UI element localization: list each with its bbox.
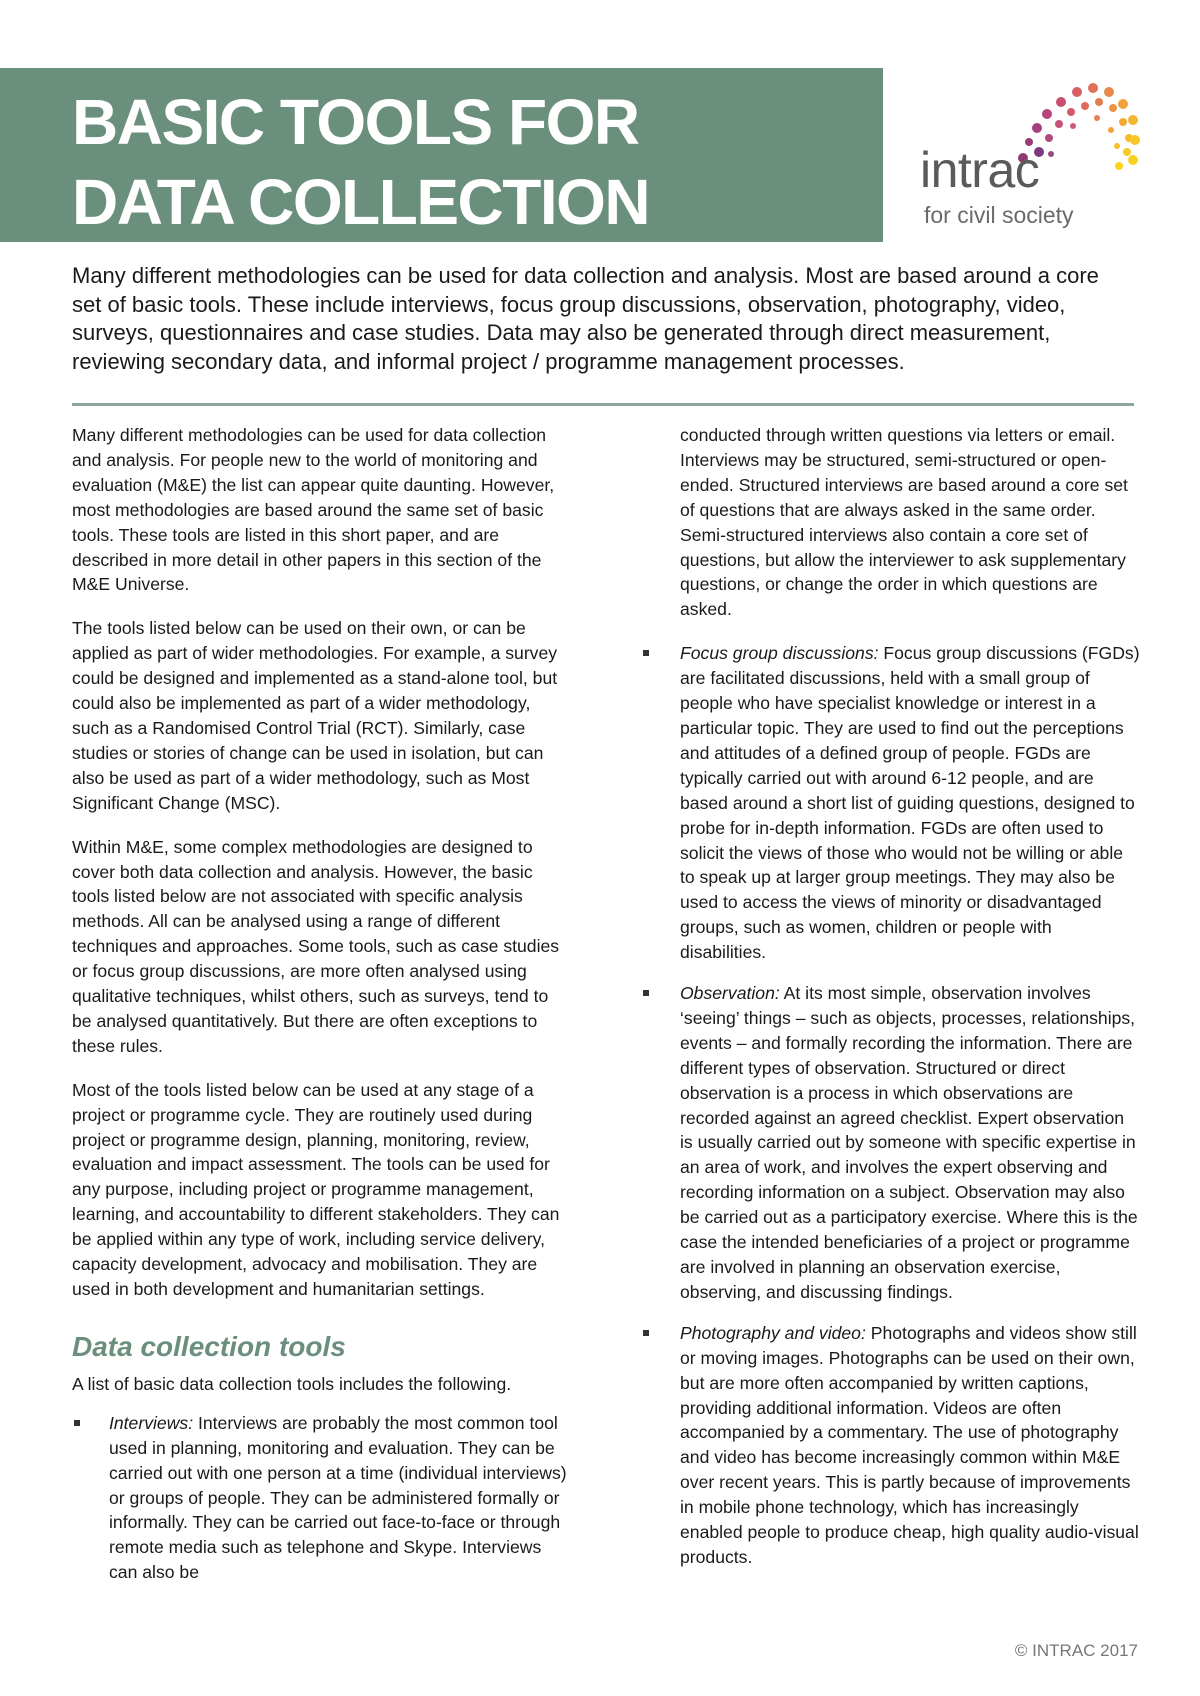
left-column [72, 423, 572, 1601]
logo-wordmark: intrac [920, 142, 1040, 198]
item-term: Interviews: [109, 1412, 194, 1433]
item-text: Focus group discussions (FGDs) are facilitated discussions, held with a small group of people who have specialist knowledge or interest in a particular topic. They are used to find out the perceptions and attitudes of a defined group of people. FGDs are typically carried out with around 6-12 people, and are based around a short list of guiding questions, designed to probe for in-depth information. FGDs are often used to solicit the views of those who would not be willing or able to speak up at larger group meetings. They may also be used to access the views of minority or disadvantaged groups, such as women, children or people with disabilities. [680, 643, 1140, 963]
tools-list [72, 1411, 572, 1585]
list-item-focus-groups [655, 641, 1140, 965]
body-paragraph: Many different methodologies can be used for data collection and analysis. For people new to the world of monitoring and evaluation (M&E) the list can appear quite daunting. However, most methodologies are based around the same set of basic tools. These tools are listed in this short paper, and are described in more detail in other papers in this section of the M&E Universe. [72, 425, 555, 595]
bullet-icon [643, 1330, 649, 1336]
item-text: Interviews are probably the most common tool used in planning, monitoring and evaluation. They can be carried out with one person at a time (individual interviews) or groups of people. They can be administered formally or informally. They can be carried out face-to-face or through remote media such as telephone and Skype. Interviews can also be [109, 1412, 567, 1583]
list-item-observation [655, 981, 1140, 1305]
copyright-footer: © INTRAC 2017 [1014, 1641, 1138, 1660]
section-divider [72, 403, 1134, 406]
section-heading: Data collection tools [72, 1330, 346, 1362]
list-item-photography-video [655, 1321, 1140, 1570]
page-title [72, 82, 649, 242]
interviews-continued: conducted through written questions via letters or email. Interviews may be structured, semi-structured or open-ended. Structured interviews are based around a core set of questions that are always asked in the same order. Semi-structured interviews also contain a core set of questions, but allow the interviewer to ask supplementary questions, or change the order in which questions are asked. [680, 425, 1128, 620]
body-paragraph: The tools listed below can be used on their own, or can be applied as part of wider methodologies. For example, a survey could be designed and implemented as a stand-alone tool, but could also be implemented as part of a wider methodology, such as a Randomised Control Trial (RCT). Similarly, case studies or stories of change can be used in isolation, but can also be used as part of a wider methodology, such as Most Significant Change (MSC). [72, 618, 558, 813]
intrac-logo [920, 80, 1140, 230]
bullet-icon [643, 650, 649, 656]
right-column [655, 423, 1140, 1586]
item-text: Photographs and videos show still or moving images. Photographs can be used on their own, but are more often accompanied by written captions, providing additional information. Videos are often accompanied by a commentary. The use of photography and video has become increasingly common within M&E over recent years. This is partly because of improvements in mobile phone technology, which has increasingly enabled people to produce cheap, high quality audio-visual products. [680, 1322, 1139, 1567]
intro-paragraph: Many different methodologies can be used for data collection and analysis. Most are based around a core set of basic tools. These include interviews, focus group discussions, observation, photography, video, surveys, questionnaires and case studies. Data may also be generated through direct measurement, reviewing secondary data, and informal project / programme management processes. [72, 263, 1099, 374]
item-term: Focus group discussions: [680, 643, 879, 664]
bullet-icon [74, 1420, 80, 1426]
bullet-icon [643, 990, 649, 996]
section-intro: A list of basic data collection tools includes the following. [72, 1373, 512, 1394]
tools-list-continued [655, 641, 1140, 1570]
list-item-interviews [72, 1411, 572, 1585]
item-term: Observation: [680, 983, 780, 1004]
logo-tagline: for civil society [924, 202, 1074, 228]
item-text: At its most simple, observation involves ‘seeing’ things – such as objects, processes, relationships, events – and formally recording the information. There are different types of observation. Structured or direct observation is a process in which observations are recorded against an agreed checklist. Expert observation is usually carried out by someone with specific expertise in an area of work, and involves the expert observing and recording information on a subject. Observation may also be carried out as a participatory exercise. Where this is the case the intended beneficiaries of a project or programme are involved in planning an observation exercise, observing, and discussing findings. [680, 983, 1138, 1302]
body-paragraph: Within M&E, some complex methodologies are designed to cover both data collection and analysis. However, the basic tools listed below are not associated with specific analysis methods. All can be analysed using a range of different techniques and approaches. Some tools, such as case studies or focus group discussions, are more often analysed using qualitative techniques, whilst others, such as surveys, tend to be analysed quantitatively. But there are often exceptions to these rules. [72, 836, 560, 1056]
body-paragraph: Most of the tools listed below can be used at any stage of a project or programme cycle. They are routinely used during project or programme design, planning, monitoring, review, evaluation and impact assessment. The tools can be used for any purpose, including project or programme management, learning, and accountability to different stakeholders. They can be applied within any type of work, including service delivery, capacity development, advocacy and mobilisation. They are used in both development and humanitarian settings. [72, 1079, 560, 1299]
title-line-1: BASIC TOOLS FOR [72, 86, 639, 158]
title-line-2: DATA COLLECTION [72, 166, 650, 238]
item-term: Photography and video: [680, 1322, 866, 1343]
